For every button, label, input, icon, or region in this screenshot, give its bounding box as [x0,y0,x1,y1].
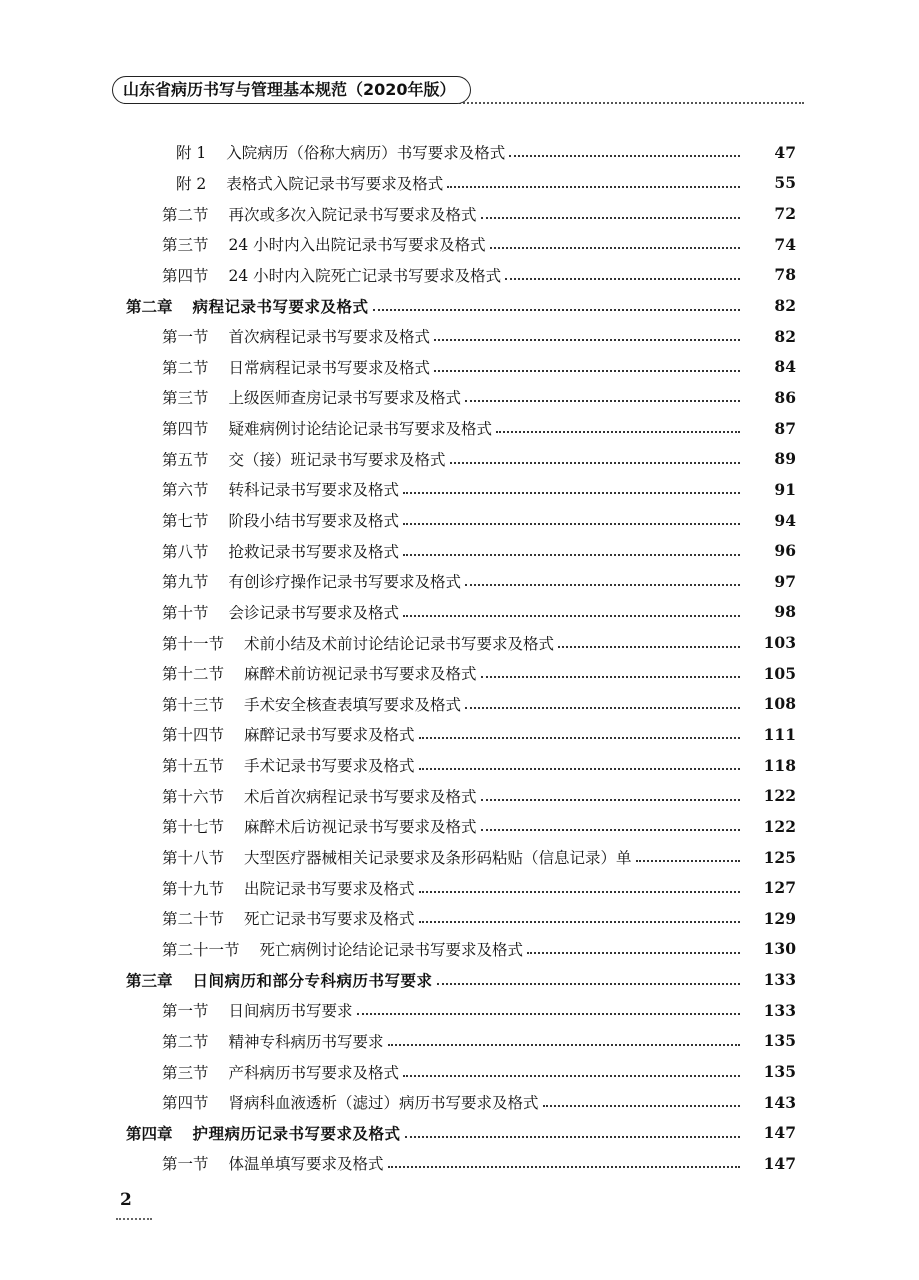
toc-entry-page: 55 [774,173,796,193]
dot-leader [558,646,740,648]
dot-leader [490,247,740,249]
toc-entry-number: 第四节 [162,266,209,285]
toc-entry-title: 麻醉术前访视记录书写要求及格式 [244,665,477,684]
toc-section-row [0,260,919,291]
toc-entry-number: 第三节 [162,1063,209,1082]
toc-entry-page: 91 [774,479,796,499]
toc-entry-title: 精神专科病历书写要求 [228,1032,384,1051]
toc-section-row [0,229,919,260]
toc-entry-page: 147 [763,1123,796,1143]
toc-entry-page: 98 [774,602,796,622]
table-of-contents [0,137,919,1179]
dot-leader [388,1166,740,1168]
toc-entry-title: 日常病程记录书写要求及格式 [228,358,431,377]
toc-entry-title: 表格式入院记录书写要求及格式 [226,174,444,193]
toc-entry-title: 死亡病例讨论结论记录书写要求及格式 [259,940,524,959]
toc-entry-number: 第二节 [162,358,209,377]
toc-section-row [0,872,919,903]
toc-chapter-row [0,964,919,995]
toc-entry-number: 第三节 [162,236,209,255]
toc-entry-page: 133 [763,970,796,990]
toc-entry-page: 122 [763,816,796,836]
dot-leader [543,1105,740,1107]
toc-entry-page: 118 [763,755,796,775]
toc-section-row [0,1026,919,1057]
dot-leader [636,860,740,862]
toc-chapter-row [0,290,919,321]
toc-entry-title: 大型医疗器械相关记录要求及条形码粘贴（信息记录）单 [244,849,632,868]
toc-entry-number: 第九节 [162,573,209,592]
toc-entry-title: 疑难病例讨论结论记录书写要求及格式 [228,420,493,439]
toc-entry-number: 第十三节 [162,695,225,714]
toc-section-row [0,597,919,628]
toc-section-row [0,719,919,750]
dot-leader [403,1075,740,1077]
toc-entry-page: 129 [763,908,796,928]
toc-entry-page: 82 [774,296,796,316]
toc-entry-number: 第十八节 [162,849,225,868]
toc-entry-page: 105 [763,663,796,683]
toc-section-row [0,627,919,658]
toc-entry-page: 84 [774,357,796,377]
toc-entry-page: 147 [763,1153,796,1173]
dot-leader [373,309,740,311]
toc-entry-title: 日间病历和部分专科病历书写要求 [192,971,433,990]
page-number: 2 [120,1190,132,1210]
toc-section-row [0,382,919,413]
toc-section-row [0,658,919,689]
toc-entry-page: 94 [774,510,796,530]
toc-section-row [0,168,919,199]
dot-leader [437,983,740,985]
toc-section-row [0,689,919,720]
dot-leader [405,1136,740,1138]
toc-chapter-row [0,1118,919,1149]
toc-entry-number: 第十一节 [162,634,225,653]
toc-entry-number: 第六节 [162,481,209,500]
toc-entry-page: 78 [774,265,796,285]
toc-entry-title: 转科记录书写要求及格式 [228,481,400,500]
toc-section-row [0,351,919,382]
dot-leader [465,400,740,402]
toc-entry-title: 交（接）班记录书写要求及格式 [228,450,446,469]
toc-entry-page: 96 [774,541,796,561]
toc-entry-number: 第二节 [162,205,209,224]
toc-entry-number: 第十节 [162,603,209,622]
dot-leader [447,186,740,188]
toc-entry-page: 135 [763,1031,796,1051]
toc-entry-title: 出院记录书写要求及格式 [244,879,415,898]
toc-entry-number: 第一节 [162,1002,209,1021]
toc-section-row [0,1087,919,1118]
toc-entry-title: 入院病历（俗称大病历）书写要求及格式 [226,144,506,163]
toc-section-row [0,750,919,781]
toc-entry-page: 72 [774,204,796,224]
dot-leader [403,523,740,525]
toc-entry-page: 127 [763,878,796,898]
toc-entry-title: 手术安全核查表填写要求及格式 [244,695,462,714]
toc-entry-page: 74 [774,234,796,254]
toc-entry-page: 111 [763,724,796,744]
dot-leader [434,339,740,341]
toc-entry-page: 103 [763,633,796,653]
toc-section-row [0,198,919,229]
toc-entry-title: 护理病历记录书写要求及格式 [192,1124,401,1143]
toc-entry-title: 体温单填写要求及格式 [228,1155,384,1174]
toc-entry-title: 日间病历书写要求 [228,1002,353,1021]
toc-entry-number: 第十九节 [162,879,225,898]
dot-leader [481,829,740,831]
dot-leader [403,615,740,617]
toc-section-row [0,1056,919,1087]
toc-entry-title: 再次或多次入院记录书写要求及格式 [228,205,477,224]
toc-entry-number: 第十六节 [162,787,225,806]
toc-entry-number: 第四章 [126,1124,173,1143]
toc-entry-page: 82 [774,326,796,346]
toc-entry-title: 阶段小结书写要求及格式 [228,512,400,530]
toc-entry-number: 第三节 [162,389,209,408]
toc-entry-page: 47 [774,142,796,162]
dot-leader [419,921,740,923]
toc-section-row [0,474,919,505]
toc-section-row [0,934,919,965]
toc-section-row [0,413,919,444]
dot-leader [388,1044,740,1046]
toc-entry-title: 麻醉术后访视记录书写要求及格式 [244,818,477,837]
dot-leader [403,492,740,494]
toc-entry-number: 第五节 [162,450,209,469]
toc-entry-number: 第一节 [162,328,209,347]
toc-section-row [0,137,919,168]
toc-section-row [0,566,919,597]
toc-entry-page: 87 [774,418,796,438]
toc-entry-number: 附 2 [176,174,207,193]
toc-entry-title: 手术记录书写要求及格式 [244,757,415,776]
toc-entry-title: 术前小结及术前讨论结论记录书写要求及格式 [244,634,555,653]
dot-leader [434,370,740,372]
toc-entry-number: 附 1 [176,144,207,163]
toc-entry-number: 第十四节 [162,726,225,745]
toc-entry-number: 第二节 [162,1032,209,1051]
toc-section-row [0,443,919,474]
toc-section-row [0,505,919,536]
toc-entry-number: 第二十一节 [162,940,240,959]
dot-leader [481,676,740,678]
toc-entry-page: 86 [774,387,796,407]
toc-section-row [0,321,919,352]
toc-entry-number: 第二章 [126,297,173,316]
toc-entry-title: 抢救记录书写要求及格式 [228,542,400,561]
toc-entry-title: 麻醉记录书写要求及格式 [244,726,415,745]
toc-entry-page: 143 [763,1092,796,1112]
dot-leader [419,768,740,770]
toc-entry-page: 133 [763,1000,796,1020]
toc-entry-page: 125 [763,847,796,867]
toc-entry-page: 130 [763,939,796,959]
toc-entry-number: 第七节 [162,512,209,530]
toc-entry-page: 108 [763,694,796,714]
toc-entry-number: 第十二节 [162,665,225,684]
dot-leader [481,217,740,219]
toc-section-row [0,1148,919,1179]
dot-leader [496,431,740,433]
toc-entry-title: 肾病科血液透析（滤过）病历书写要求及格式 [228,1094,539,1113]
toc-section-row [0,780,919,811]
toc-section-row [0,903,919,934]
toc-entry-page: 89 [774,449,796,469]
dot-leader [509,155,740,157]
toc-entry-title: 会诊记录书写要求及格式 [228,603,400,622]
toc-section-row [0,811,919,842]
toc-entry-number: 第三章 [126,971,173,990]
toc-entry-number: 第八节 [162,542,209,561]
running-header [104,66,804,110]
footer-dotted-rule [116,1218,152,1220]
toc-entry-title: 病程记录书写要求及格式 [192,297,369,316]
toc-entry-title: 上级医师查房记录书写要求及格式 [228,389,462,408]
toc-entry-title: 产科病历书写要求及格式 [228,1063,400,1082]
toc-entry-page: 135 [763,1062,796,1082]
dot-leader [419,891,740,893]
toc-section-row [0,535,919,566]
toc-entry-title: 术后首次病程记录书写要求及格式 [244,787,477,806]
dot-leader [505,278,740,280]
toc-entry-title: 死亡记录书写要求及格式 [244,910,415,929]
toc-entry-page: 97 [774,571,796,591]
dot-leader [481,799,740,801]
dot-leader [465,584,740,586]
dot-leader [403,554,740,556]
dot-leader [465,707,740,709]
dot-leader [419,737,740,739]
toc-entry-number: 第二十节 [162,910,225,929]
toc-entry-page: 122 [763,786,796,806]
toc-entry-number: 第四节 [162,1094,209,1113]
toc-entry-number: 第十七节 [162,818,225,837]
toc-entry-number: 第四节 [162,420,209,439]
book-title: 山东省病历书写与管理基本规范（2020年版） [112,76,471,104]
dot-leader [450,462,740,464]
toc-entry-number: 第一节 [162,1155,209,1174]
toc-entry-title: 有创诊疗操作记录书写要求及格式 [228,573,462,592]
toc-entry-title: 24 小时内入院死亡记录书写要求及格式 [228,266,502,285]
toc-section-row [0,995,919,1026]
toc-section-row [0,842,919,873]
dot-leader [357,1013,740,1015]
toc-entry-title: 首次病程记录书写要求及格式 [228,328,431,347]
dot-leader [527,952,740,954]
toc-entry-title: 24 小时内入出院记录书写要求及格式 [228,236,486,255]
toc-entry-number: 第十五节 [162,757,225,776]
